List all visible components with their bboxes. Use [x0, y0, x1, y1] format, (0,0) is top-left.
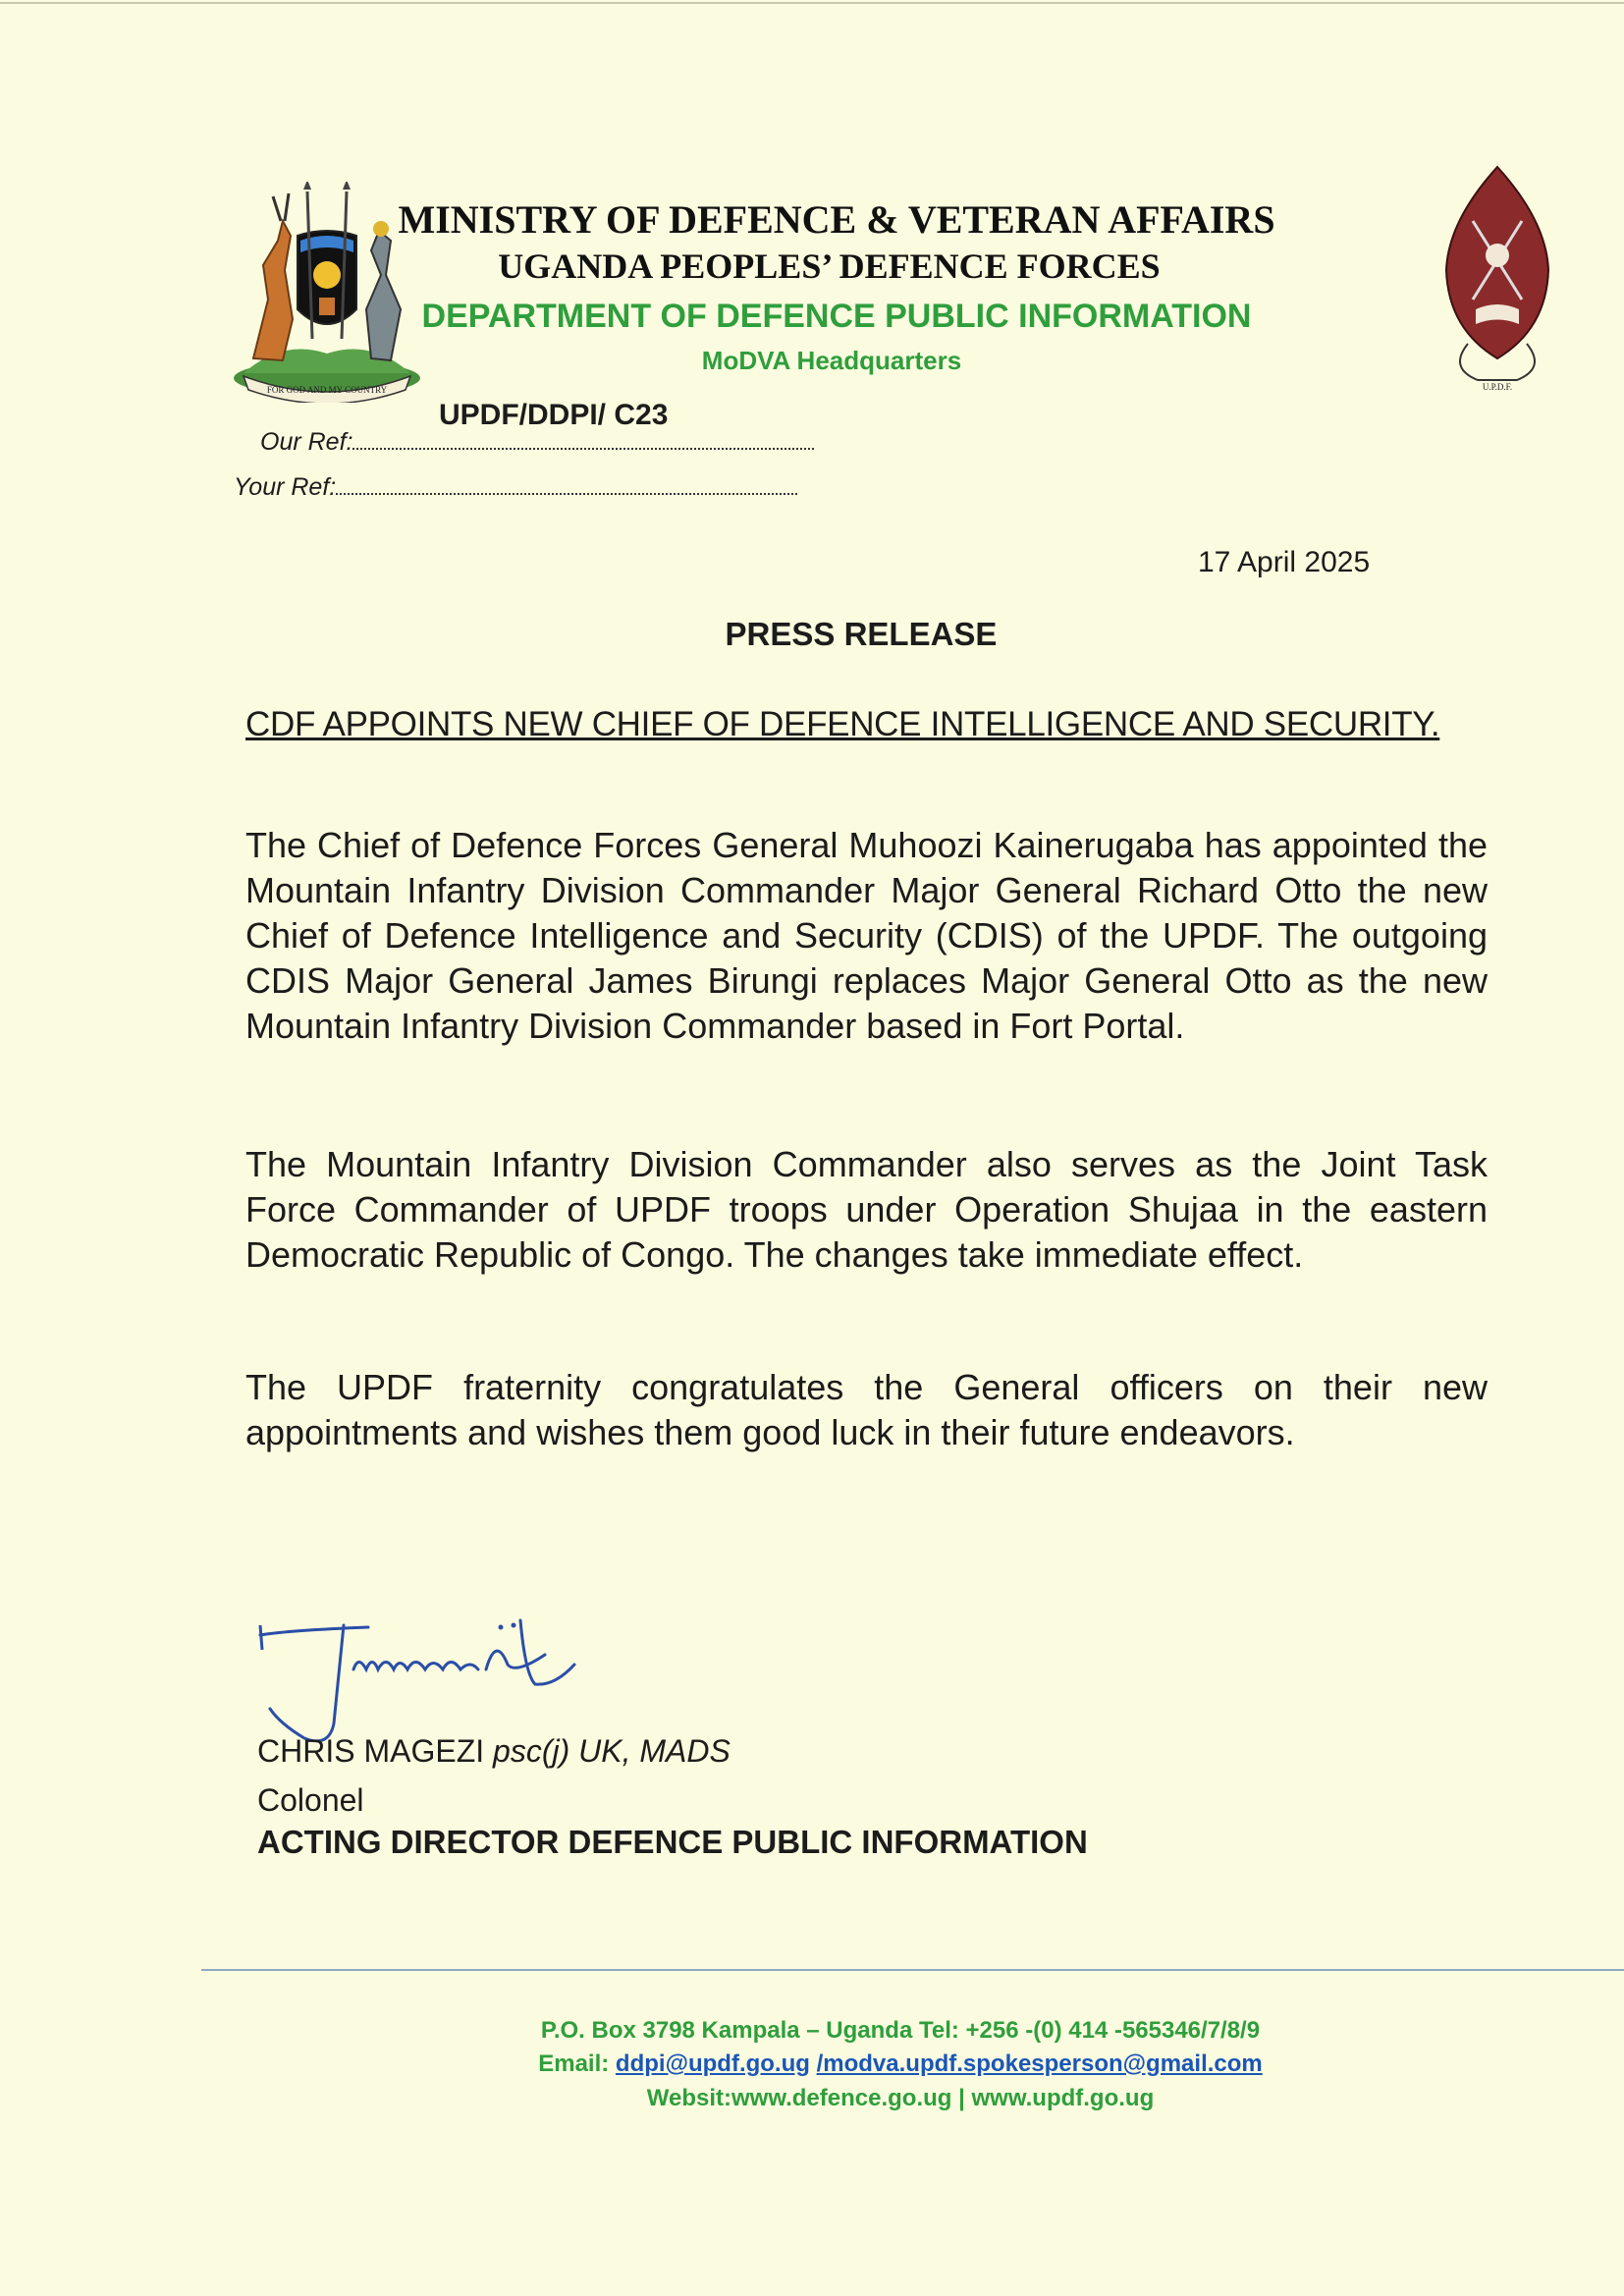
your-ref-dotted-line	[336, 493, 797, 495]
body-paragraph-2: The Mountain Infantry Division Commander also serves as the Joint Task Force Commander of UPDF troops under Operation Shujaa in the eastern Democratic Republic of Congo. The changes take immediate effect.	[245, 1144, 1488, 1275]
signatory-qualifications: psc(j) UK, MADS	[493, 1733, 731, 1769]
body-paragraph-3: The UPDF fraternity congratulates the General officers on their new appointments and wishes them good luck in their future endeavors.	[245, 1367, 1488, 1452]
headline: CDF APPOINTS NEW CHIEF OF DEFENCE INTELLIGENCE AND SECURITY.	[245, 705, 1440, 743]
signatory-name: CHRIS MAGEZI	[257, 1733, 485, 1769]
handwritten-signature	[250, 1615, 584, 1753]
our-ref-dotted-line	[352, 448, 814, 450]
headquarters-subtitle: MoDVA Headquarters	[701, 346, 962, 375]
coat-of-arms-motto: FOR GOD AND MY COUNTRY	[266, 385, 388, 395]
updf-title: UGANDA PEOPLES’ DEFENCE FORCES	[498, 246, 1161, 286]
footer-email-link-2[interactable]: /modva.updf.spokesperson@gmail.com	[816, 2050, 1263, 2077]
our-ref-row	[260, 428, 814, 457]
your-ref-row	[234, 473, 797, 502]
footer-address: P.O. Box 3798 Kampala – Uganda Tel: +256 -(0) 414 -565346/7/8/9	[540, 2017, 1261, 2044]
our-ref-value: UPDF/DDPI/ C23	[439, 399, 669, 431]
ministry-title: MINISTRY OF DEFENCE & VETERAN AFFAIRS	[398, 197, 1275, 242]
footer-divider	[201, 1969, 1624, 1971]
badge-caption: U.P.D.F.	[1482, 382, 1513, 392]
footer-email-line	[0, 2050, 1624, 2078]
updf-shield-badge-icon	[1429, 162, 1566, 398]
release-date: 17 April 2025	[1198, 546, 1371, 578]
signatory-title: ACTING DIRECTOR DEFENCE PUBLIC INFORMATION	[257, 1824, 1088, 1860]
document-type-heading: PRESS RELEASE	[725, 616, 998, 652]
department-title: DEPARTMENT OF DEFENCE PUBLIC INFORMATION	[421, 298, 1252, 335]
footer-email-link-1[interactable]: ddpi@updf.go.ug	[615, 2050, 810, 2077]
our-ref-label: Our Ref:	[260, 428, 353, 456]
footer-website: Websit:www.defence.go.ug | www.updf.go.ug	[646, 2085, 1155, 2111]
footer-email-label: Email:	[538, 2050, 610, 2077]
signatory-rank: Colonel	[257, 1782, 364, 1818]
your-ref-label: Your Ref:	[234, 473, 337, 501]
body-paragraph-1: The Chief of Defence Forces General Muhoozi Kainerugaba has appointed the Mountain Infantry Division Commander Major General Richard Otto the new Chief of Defence Intelligence and Security (CDIS) of the UPDF. The outgoing CDIS Major General James Birungi replaces Major General Otto as the new Mountain Infantry Division Commander based in Fort Portal.	[245, 825, 1488, 1046]
top-edge-rule	[0, 2, 1624, 4]
signatory-name-line	[257, 1733, 731, 1770]
